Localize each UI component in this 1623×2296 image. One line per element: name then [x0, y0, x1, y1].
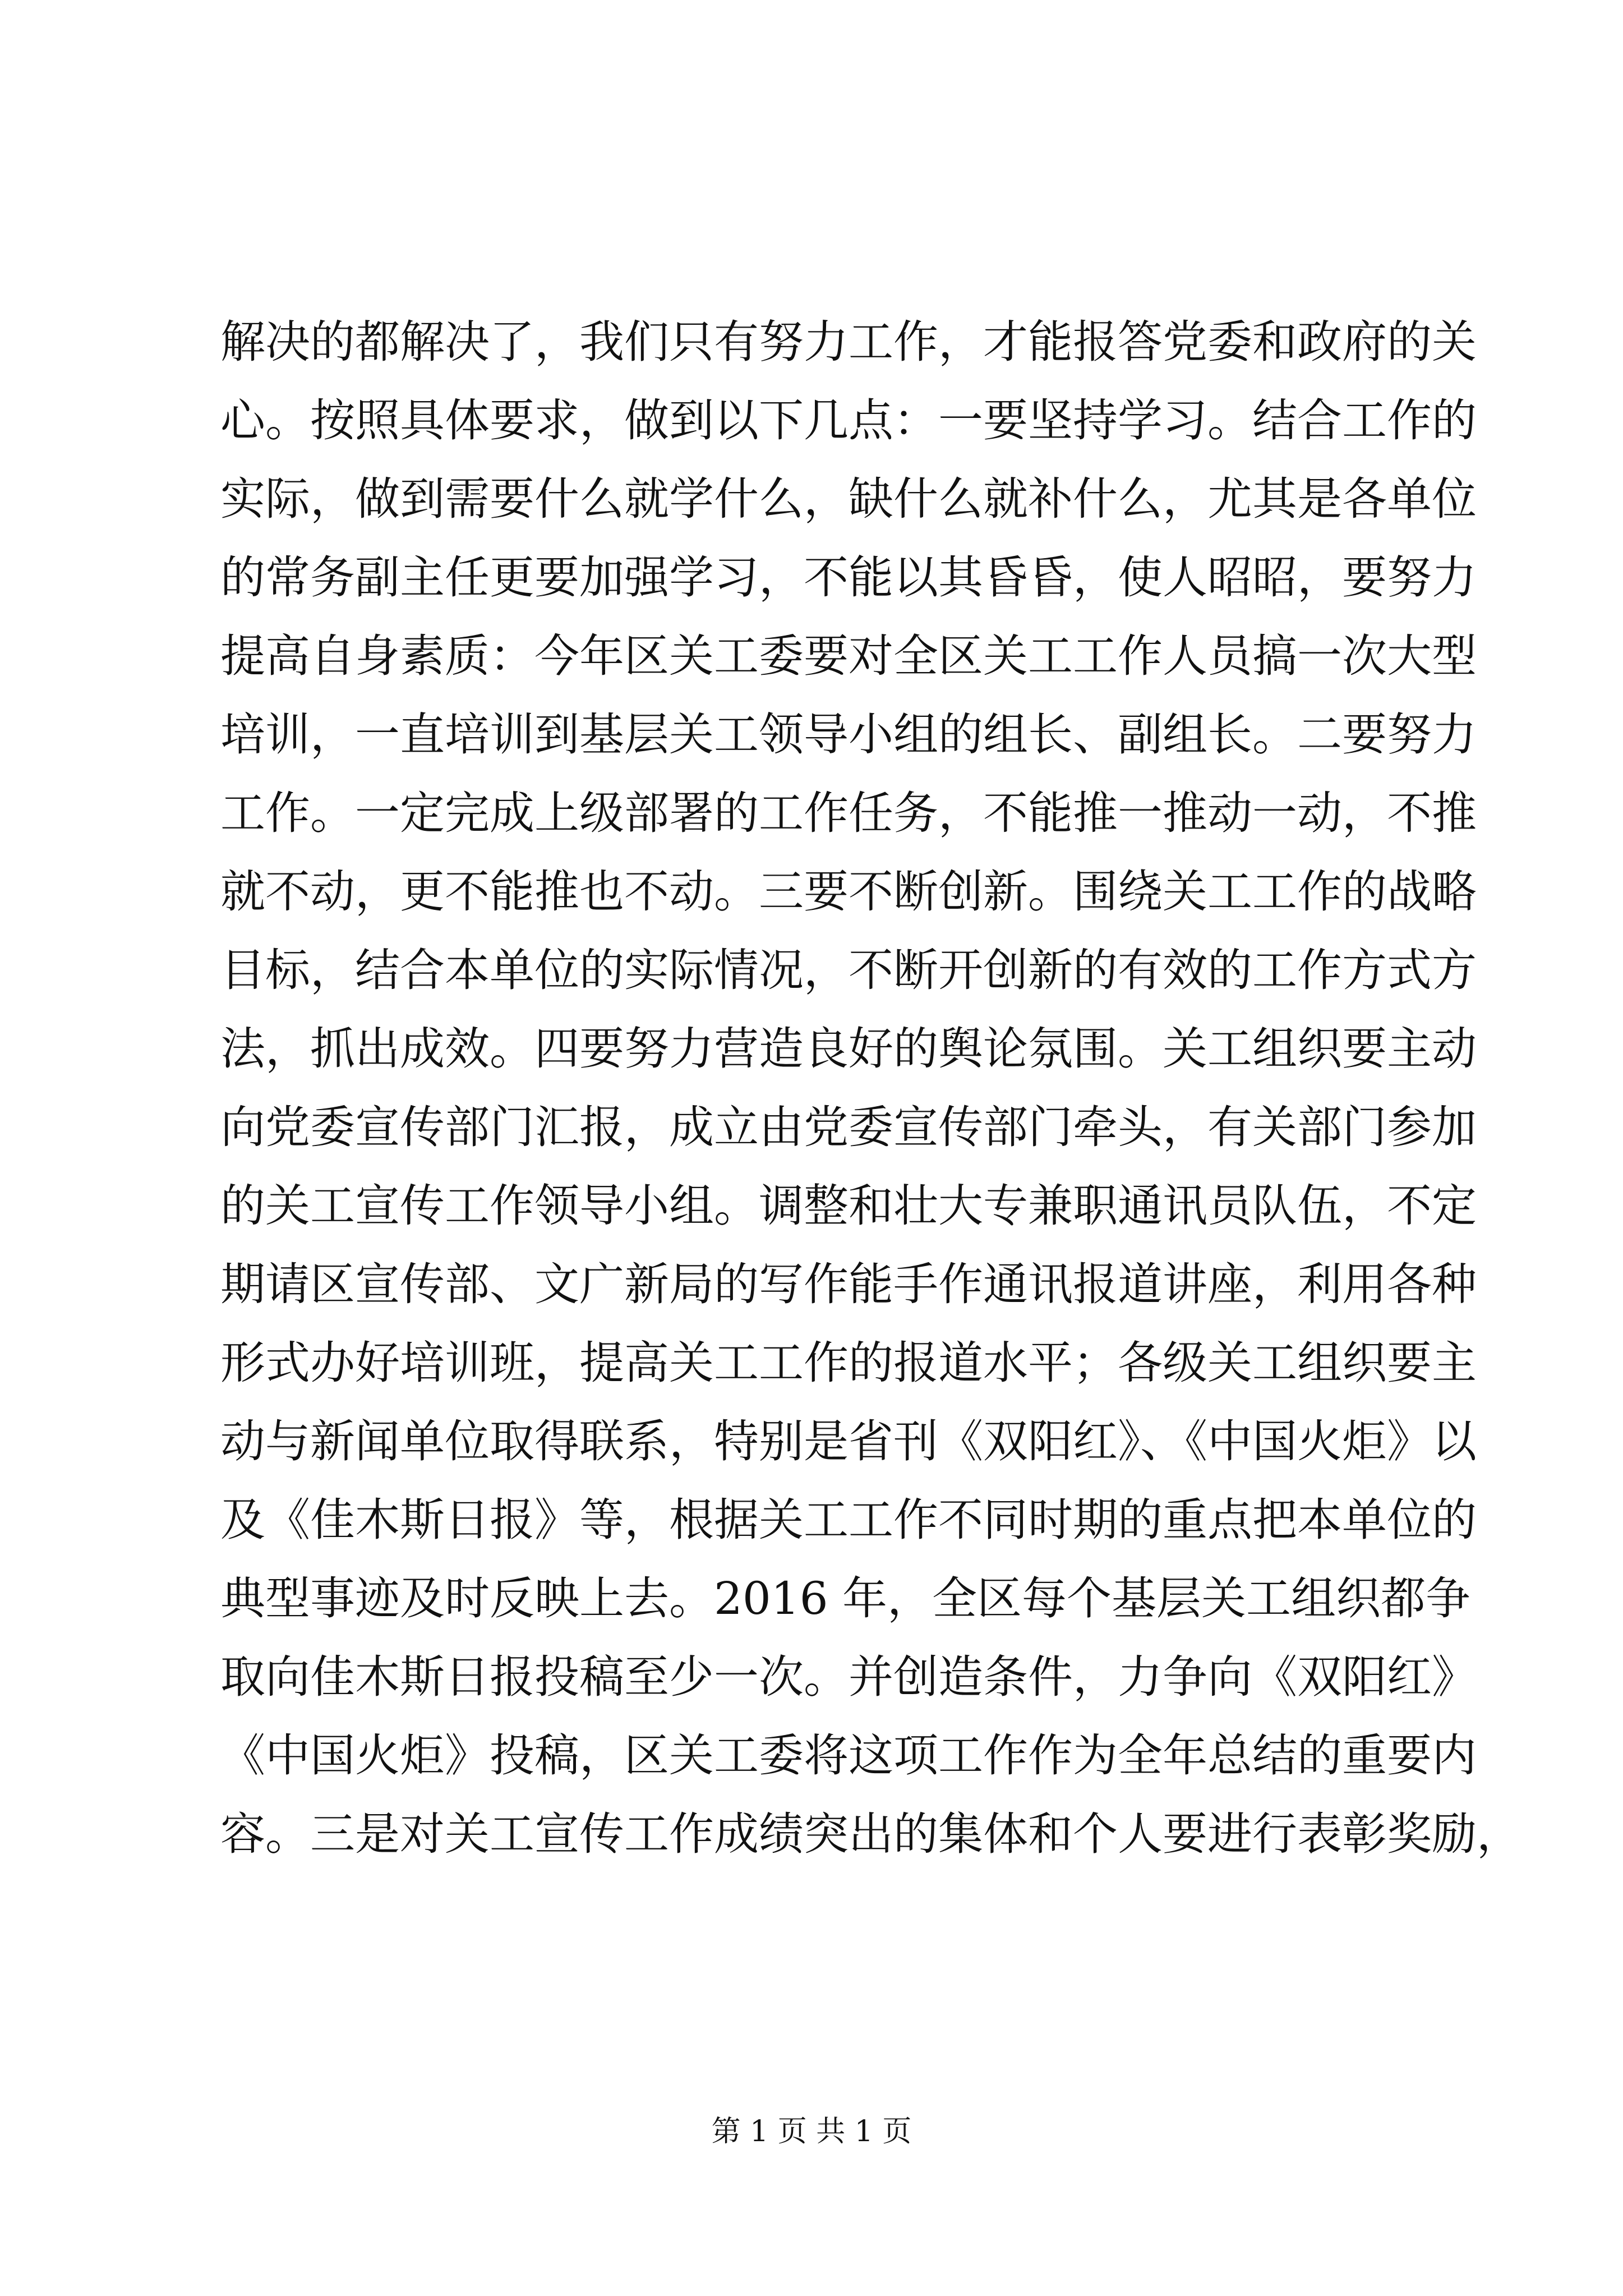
text-line: 工作。一定完成上级部署的工作任务，不能推一推动一动，不推 — [220, 787, 1477, 839]
text-line: 的关工宣传工作领导小组。调整和壮大专兼职通讯员队伍，不定 — [220, 1180, 1477, 1232]
page-number-footer: 第 1 页 共 1 页 — [711, 2115, 912, 2148]
text-line: 就不动，更不能推也不动。三要不断创新。围绕关工工作的战略 — [220, 866, 1477, 918]
text-line: 目标，结合本单位的实际情况，不断开创新的有效的工作方式方 — [220, 944, 1477, 996]
text-line: 心。按照具体要求，做到以下几点：一要坚持学习。结合工作的 — [220, 394, 1477, 447]
text-line: 提高自身素质：今年区关工委要对全区关工工作人员搞一次大型 — [220, 630, 1477, 682]
text-line: 取向佳木斯日报投稿至少一次。并创造条件，力争向《双阳红》 — [220, 1651, 1477, 1703]
text-line: 培训，一直培训到基层关工领导小组的组长、副组长。二要努力 — [220, 708, 1477, 761]
text-line: 典型事迹及时反映上去。2016 年，全区每个基层关工组织都争 — [220, 1572, 1471, 1625]
text-line: 动与新闻单位取得联系，特别是省刊《双阳红》、《中国火炬》以 — [220, 1415, 1477, 1467]
text-line: 期请区宣传部、文广新局的写作能手作通讯报道讲座，利用各种 — [220, 1258, 1477, 1310]
text-line: 形式办好培训班，提高关工工作的报道水平；各级关工组织要主 — [220, 1337, 1477, 1389]
text-line: 容。三是对关工宣传工作成绩突出的集体和个人要进行表彰奖励， — [220, 1808, 1521, 1860]
text-line: 实际，做到需要什么就学什么，缺什么就补什么，尤其是各单位 — [220, 473, 1477, 525]
text-line: 解决的都解决了，我们只有努力工作，才能报答党委和政府的关 — [220, 316, 1477, 368]
text-line: 法，抓出成效。四要努力营造良好的舆论氛围。关工组织要主动 — [220, 1023, 1477, 1075]
text-line: 及《佳木斯日报》等，根据关工工作不同时期的重点把本单位的 — [220, 1494, 1477, 1546]
text-line: 的常务副主任更要加强学习，不能以其昏昏，使人昭昭，要努力 — [220, 551, 1477, 604]
text-line: 《中国火炬》投稿，区关工委将这项工作作为全年总结的重要内 — [220, 1729, 1477, 1782]
text-line: 向党委宣传部门汇报，成立由党委宣传部门牵头，有关部门参加 — [220, 1101, 1477, 1153]
